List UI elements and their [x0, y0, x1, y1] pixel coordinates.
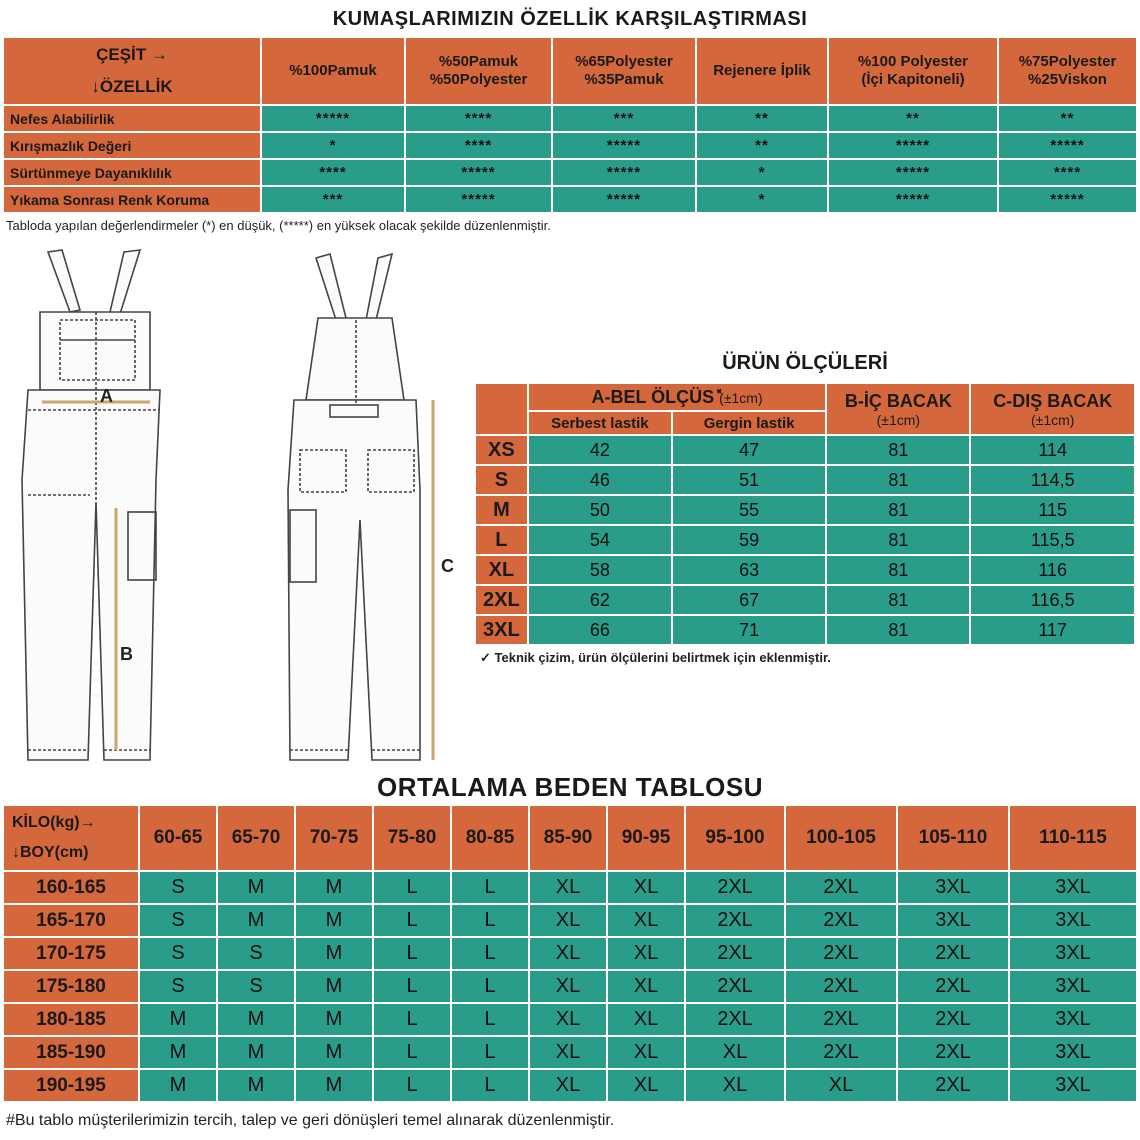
size-cell: S: [139, 871, 217, 904]
fabric-rating: ****: [261, 159, 405, 186]
table-row: [3, 970, 1137, 1003]
measure-value: 71: [672, 615, 826, 645]
measure-value: 46: [528, 465, 672, 495]
measure-value: 81: [826, 495, 970, 525]
fabric-rating: *****: [405, 186, 552, 213]
measure-label-c: C: [441, 556, 454, 576]
product-corner: [475, 383, 528, 435]
size-cell: 3XL: [1009, 937, 1137, 970]
size-cell: 2XL: [785, 1003, 897, 1036]
fabric-col-header: %75Polyester %25Viskon: [998, 37, 1137, 105]
size-cell: L: [373, 1036, 451, 1069]
table-row: [3, 186, 1137, 213]
size-cell: L: [373, 1069, 451, 1102]
fabric-rating: *****: [828, 186, 998, 213]
fabric-row-label: Yıkama Sonrası Renk Koruma: [3, 186, 261, 213]
size-cell: S: [217, 970, 295, 1003]
size-cell: XL: [685, 1036, 785, 1069]
product-sub-header: Gergin lastik: [672, 411, 826, 435]
table-row: [475, 435, 1135, 465]
table-row: [475, 465, 1135, 495]
size-cell: 2XL: [685, 904, 785, 937]
size-cell: XL: [607, 904, 685, 937]
table-row: [3, 105, 1137, 132]
size-cell: 2XL: [897, 1036, 1009, 1069]
fabric-rating: *****: [261, 105, 405, 132]
weight-header: 80-85: [451, 805, 529, 871]
table-row: [475, 585, 1135, 615]
size-cell: XL: [607, 970, 685, 1003]
fabric-rating: *****: [998, 132, 1137, 159]
size-cell: L: [451, 1069, 529, 1102]
weight-header: 65-70: [217, 805, 295, 871]
size-cell: L: [373, 1003, 451, 1036]
size-cell: L: [373, 871, 451, 904]
size-cell: S: [139, 937, 217, 970]
measure-value: 114,5: [970, 465, 1135, 495]
size-cell: M: [295, 937, 373, 970]
table-row: [475, 615, 1135, 645]
fabric-rating: ****: [998, 159, 1137, 186]
fabric-rating: **: [696, 132, 828, 159]
size-cell: XL: [607, 871, 685, 904]
measure-value: 47: [672, 435, 826, 465]
size-cell: 2XL: [685, 937, 785, 970]
size-cell: M: [217, 1036, 295, 1069]
measure-value: 81: [826, 615, 970, 645]
size-table: [2, 804, 1138, 1103]
size-cell: 3XL: [1009, 871, 1137, 904]
size-cell: 2XL: [785, 871, 897, 904]
table-row: [475, 495, 1135, 525]
product-title: ÜRÜN ÖLÇÜLERİ: [722, 352, 888, 374]
fabric-rating: *****: [828, 159, 998, 186]
size-cell: M: [217, 871, 295, 904]
fabric-corner: [3, 37, 261, 105]
fabric-corner-bottom: ↓ÖZELLİK: [91, 77, 173, 96]
weight-header: 100-105: [785, 805, 897, 871]
size-cell: S: [139, 970, 217, 1003]
size-cell: XL: [529, 871, 607, 904]
size-cell: 2XL: [785, 1036, 897, 1069]
measure-value: 67: [672, 585, 826, 615]
table-row: [3, 904, 1137, 937]
size-cell: 2XL: [897, 1069, 1009, 1102]
table-row: [3, 159, 1137, 186]
measure-value: 81: [826, 555, 970, 585]
size-cell: M: [295, 1003, 373, 1036]
fabric-rating: ****: [405, 105, 552, 132]
size-corner: KİLO(kg)→ ↓BOY(cm): [3, 805, 139, 871]
fabric-col-header: %65Polyester %35Pamuk: [552, 37, 696, 105]
fabric-rating: **: [998, 105, 1137, 132]
fabric-rating: *****: [998, 186, 1137, 213]
fabric-row-label: Kırışmazlık Değeri: [3, 132, 261, 159]
size-cell: XL: [529, 1036, 607, 1069]
size-label: 2XL: [475, 585, 528, 615]
fabric-title: KUMAŞLARIMIZIN ÖZELLİK KARŞILAŞTIRMASI: [332, 8, 808, 30]
size-cell: L: [373, 970, 451, 1003]
height-label: 185-190: [3, 1036, 139, 1069]
fabric-col-header: %100 Polyester (İçi Kapitoneli): [828, 37, 998, 105]
table-row: [475, 555, 1135, 585]
fabric-table: [2, 36, 1138, 214]
weight-header: 105-110: [897, 805, 1009, 871]
size-cell: 2XL: [785, 970, 897, 1003]
size-cell: XL: [607, 937, 685, 970]
size-cell: XL: [607, 1069, 685, 1102]
fabric-rating: *****: [552, 186, 696, 213]
size-cell: M: [295, 1069, 373, 1102]
height-label: 175-180: [3, 970, 139, 1003]
size-label: S: [475, 465, 528, 495]
measure-value: 81: [826, 465, 970, 495]
size-cell: L: [451, 904, 529, 937]
fabric-rating: **: [828, 105, 998, 132]
measure-value: 58: [528, 555, 672, 585]
measure-value: 54: [528, 525, 672, 555]
height-label: 190-195: [3, 1069, 139, 1102]
fabric-rating: ***: [261, 186, 405, 213]
size-table-note: #Bu tablo müşterilerimizin tercih, talep ve geri dönüşleri temel alınarak düzenlenmiştir.: [6, 1112, 615, 1129]
weight-header: 90-95: [607, 805, 685, 871]
measure-value: 117: [970, 615, 1135, 645]
size-cell: 2XL: [897, 970, 1009, 1003]
overall-technical-drawing: [0, 240, 470, 770]
back-view-drawing: [288, 254, 420, 760]
fabric-note: Tabloda yapılan değerlendirmeler (*) en düşük, (*****) en yüksek olacak şekilde düzenlenmiştir.: [6, 218, 551, 233]
height-label: 160-165: [3, 871, 139, 904]
size-cell: 3XL: [897, 871, 1009, 904]
measure-value: 81: [826, 435, 970, 465]
fabric-rating: *****: [405, 159, 552, 186]
table-row: [3, 1069, 1137, 1102]
size-cell: 2XL: [685, 871, 785, 904]
size-cell: M: [139, 1069, 217, 1102]
size-label: M: [475, 495, 528, 525]
measure-value: 42: [528, 435, 672, 465]
measure-value: 62: [528, 585, 672, 615]
size-cell: XL: [529, 1003, 607, 1036]
size-cell: 2XL: [685, 1003, 785, 1036]
size-cell: XL: [529, 1069, 607, 1102]
product-col-b: B-İÇ BACAK (±1cm): [826, 383, 970, 435]
size-cell: 3XL: [897, 904, 1009, 937]
measure-value: 81: [826, 525, 970, 555]
fabric-rating: ****: [405, 132, 552, 159]
size-cell: L: [451, 937, 529, 970]
size-cell: M: [139, 1036, 217, 1069]
measure-value: 81: [826, 585, 970, 615]
size-cell: M: [295, 970, 373, 1003]
table-row: [3, 871, 1137, 904]
measure-label-a: A: [100, 386, 113, 406]
fabric-rating: *: [696, 159, 828, 186]
size-cell: XL: [685, 1069, 785, 1102]
height-label: 180-185: [3, 1003, 139, 1036]
product-table: [474, 382, 1136, 646]
size-label: XL: [475, 555, 528, 585]
product-col-a: A-BEL ÖLÇÜSܽ (±1cm): [528, 383, 827, 411]
size-cell: M: [217, 904, 295, 937]
size-cell: XL: [607, 1003, 685, 1036]
weight-header: 95-100: [685, 805, 785, 871]
size-cell: L: [451, 871, 529, 904]
size-cell: XL: [529, 904, 607, 937]
weight-header: 110-115: [1009, 805, 1137, 871]
size-label: L: [475, 525, 528, 555]
fabric-rating: *****: [552, 132, 696, 159]
size-cell: 2XL: [897, 1003, 1009, 1036]
table-row: [3, 937, 1137, 970]
fabric-rating: *****: [828, 132, 998, 159]
fabric-corner-top: ÇEŞİT →: [96, 45, 168, 64]
weight-header: 70-75: [295, 805, 373, 871]
size-cell: M: [139, 1003, 217, 1036]
measure-value: 114: [970, 435, 1135, 465]
product-note: ✓ Teknik çizim, ürün ölçülerini belirtmek için eklenmiştir.: [480, 650, 831, 665]
weight-header: 75-80: [373, 805, 451, 871]
size-cell: S: [217, 937, 295, 970]
measure-label-b: B: [120, 644, 133, 664]
size-cell: L: [373, 937, 451, 970]
size-cell: 2XL: [897, 937, 1009, 970]
size-cell: L: [451, 1003, 529, 1036]
size-label: XS: [475, 435, 528, 465]
product-sub-header: Serbest lastik: [528, 411, 672, 435]
size-cell: XL: [607, 1036, 685, 1069]
fabric-rating: **: [696, 105, 828, 132]
table-row: [3, 1036, 1137, 1069]
size-cell: 2XL: [685, 970, 785, 1003]
fabric-rating: *: [696, 186, 828, 213]
fabric-col-header: %100Pamuk: [261, 37, 405, 105]
fabric-rating: *: [261, 132, 405, 159]
measure-value: 115,5: [970, 525, 1135, 555]
height-label: 170-175: [3, 937, 139, 970]
size-cell: M: [217, 1003, 295, 1036]
measure-value: 50: [528, 495, 672, 525]
measure-value: 66: [528, 615, 672, 645]
height-label: 165-170: [3, 904, 139, 937]
measure-value: 115: [970, 495, 1135, 525]
measure-value: 116,5: [970, 585, 1135, 615]
table-row: [3, 132, 1137, 159]
table-row: [3, 1003, 1137, 1036]
table-row: [475, 525, 1135, 555]
size-cell: XL: [785, 1069, 897, 1102]
measure-value: 63: [672, 555, 826, 585]
size-cell: 2XL: [785, 937, 897, 970]
size-cell: L: [373, 904, 451, 937]
size-cell: M: [295, 871, 373, 904]
measure-value: 116: [970, 555, 1135, 585]
weight-header: 85-90: [529, 805, 607, 871]
size-cell: XL: [529, 970, 607, 1003]
size-cell: 3XL: [1009, 970, 1137, 1003]
size-cell: M: [217, 1069, 295, 1102]
fabric-row-label: Sürtünmeye Dayanıklılık: [3, 159, 261, 186]
size-cell: 3XL: [1009, 1069, 1137, 1102]
fabric-rating: *****: [552, 159, 696, 186]
weight-header: 60-65: [139, 805, 217, 871]
size-cell: XL: [529, 937, 607, 970]
size-cell: M: [295, 904, 373, 937]
measure-value: 59: [672, 525, 826, 555]
measure-value: 55: [672, 495, 826, 525]
fabric-col-header: %50Pamuk %50Polyester: [405, 37, 552, 105]
size-cell: 3XL: [1009, 1036, 1137, 1069]
size-cell: L: [451, 970, 529, 1003]
size-cell: S: [139, 904, 217, 937]
size-cell: 3XL: [1009, 904, 1137, 937]
fabric-rating: ***: [552, 105, 696, 132]
product-col-c: C-DIŞ BACAK (±1cm): [970, 383, 1135, 435]
size-label: 3XL: [475, 615, 528, 645]
size-table-title: ORTALAMA BEDEN TABLOSU: [376, 772, 764, 802]
measure-value: 51: [672, 465, 826, 495]
size-cell: 3XL: [1009, 1003, 1137, 1036]
size-cell: L: [451, 1036, 529, 1069]
fabric-row-label: Nefes Alabilirlik: [3, 105, 261, 132]
size-cell: 2XL: [785, 904, 897, 937]
size-cell: M: [295, 1036, 373, 1069]
front-view-drawing: [22, 250, 160, 760]
fabric-col-header: Rejenere İplik: [696, 37, 828, 105]
